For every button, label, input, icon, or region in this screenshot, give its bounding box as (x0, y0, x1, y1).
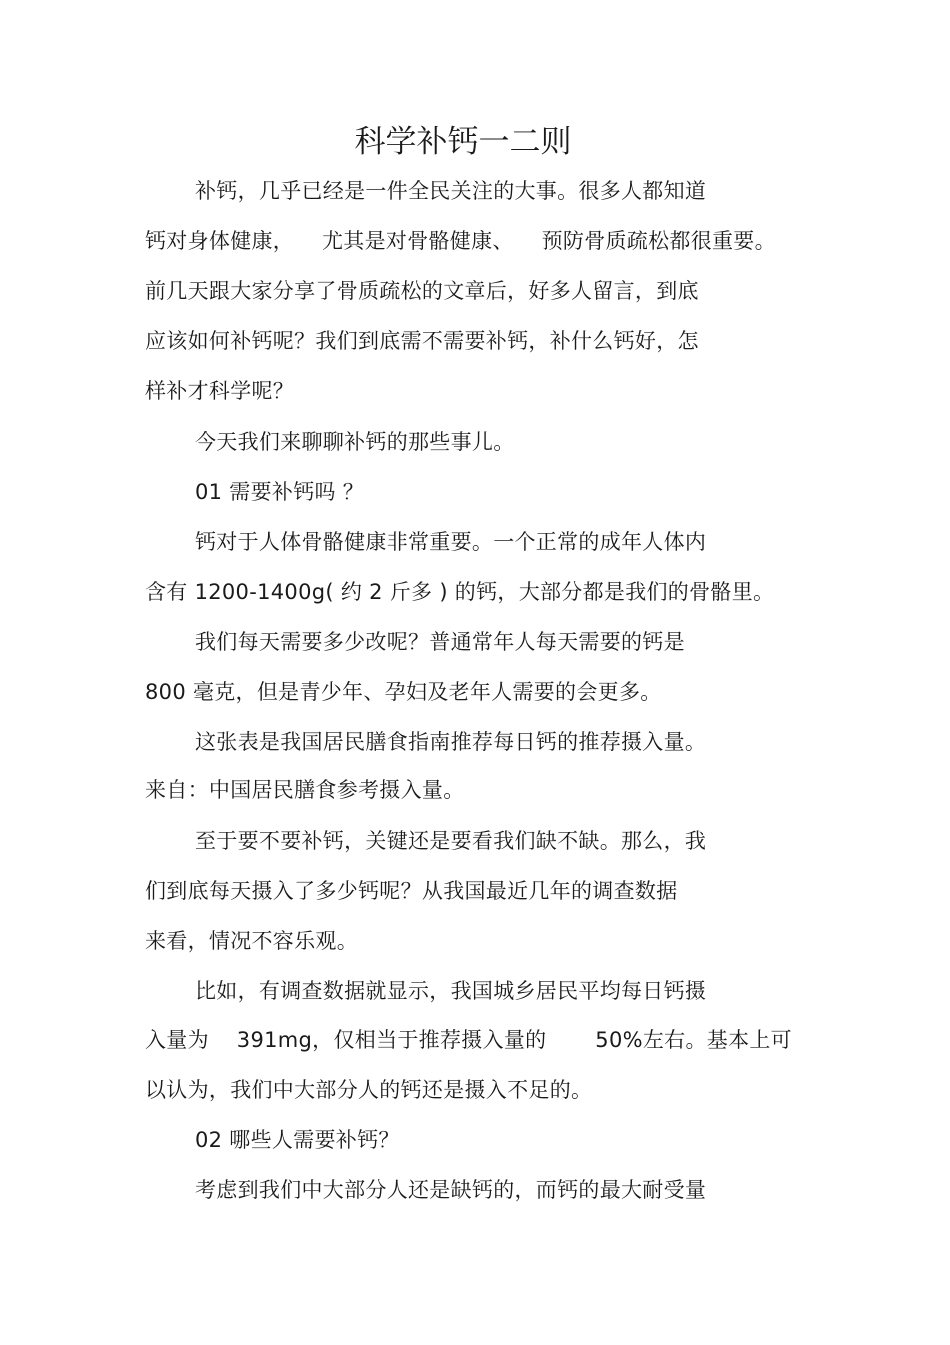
paragraph-line: 样补才科学呢？ (145, 379, 295, 403)
paragraph-line: 入量为 391mg，仅相当于推荐摄入量的 50%左右。基本上可 (145, 1028, 792, 1052)
paragraph-line: 含有 1200-1400g( 约 2 斤多 ) 的钙，大部分都是我们的骨骼里。 (145, 580, 775, 604)
section-heading: 01 需要补钙吗 ？ (195, 480, 365, 504)
document-title: 科学补钙一二则 (354, 124, 572, 160)
paragraph-line: 考虑到我们中大部分人还是缺钙的，而钙的最大耐受量 (195, 1178, 707, 1202)
paragraph-line: 今天我们来聊聊补钙的那些事儿。 (195, 430, 515, 454)
paragraph-line: 应该如何补钙呢？我们到底需不需要补钙，补什么钙好，怎 (145, 329, 699, 353)
paragraph-line: 们到底每天摄入了多少钙呢？从我国最近几年的调查数据 (145, 879, 678, 903)
paragraph-line: 前几天跟大家分享了骨质疏松的文章后，好多人留言，到底 (145, 279, 699, 303)
paragraph-line: 钙对于人体骨骼健康非常重要。一个正常的成年人体内 (195, 530, 707, 554)
paragraph-line: 至于要不要补钙，关键还是要看我们缺不缺。那么，我 (195, 829, 707, 853)
paragraph-line: 800 毫克，但是青少年、孕妇及老年人需要的会更多。 (145, 680, 662, 704)
paragraph-line: 这张表是我国居民膳食指南推荐每日钙的推荐摄入量。 (195, 730, 707, 754)
paragraph-line: 比如，有调查数据就显示，我国城乡居民平均每日钙摄 (195, 979, 707, 1003)
section-heading: 02 哪些人需要补钙？ (195, 1128, 400, 1152)
paragraph-line: 来看，情况不容乐观。 (145, 929, 358, 953)
paragraph-line: 来自：中国居民膳食参考摄入量。 (145, 778, 465, 802)
paragraph-line: 钙对身体健康， 尤其是对骨骼健康、 预防骨质疏松都很重要。 (145, 229, 776, 253)
paragraph-line: 补钙，几乎已经是一件全民关注的大事。很多人都知道 (195, 179, 707, 203)
paragraph-line: 我们每天需要多少改呢？普通常年人每天需要的钙是 (195, 630, 685, 654)
paragraph-line: 以认为，我们中大部分人的钙还是摄入不足的。 (145, 1078, 593, 1102)
